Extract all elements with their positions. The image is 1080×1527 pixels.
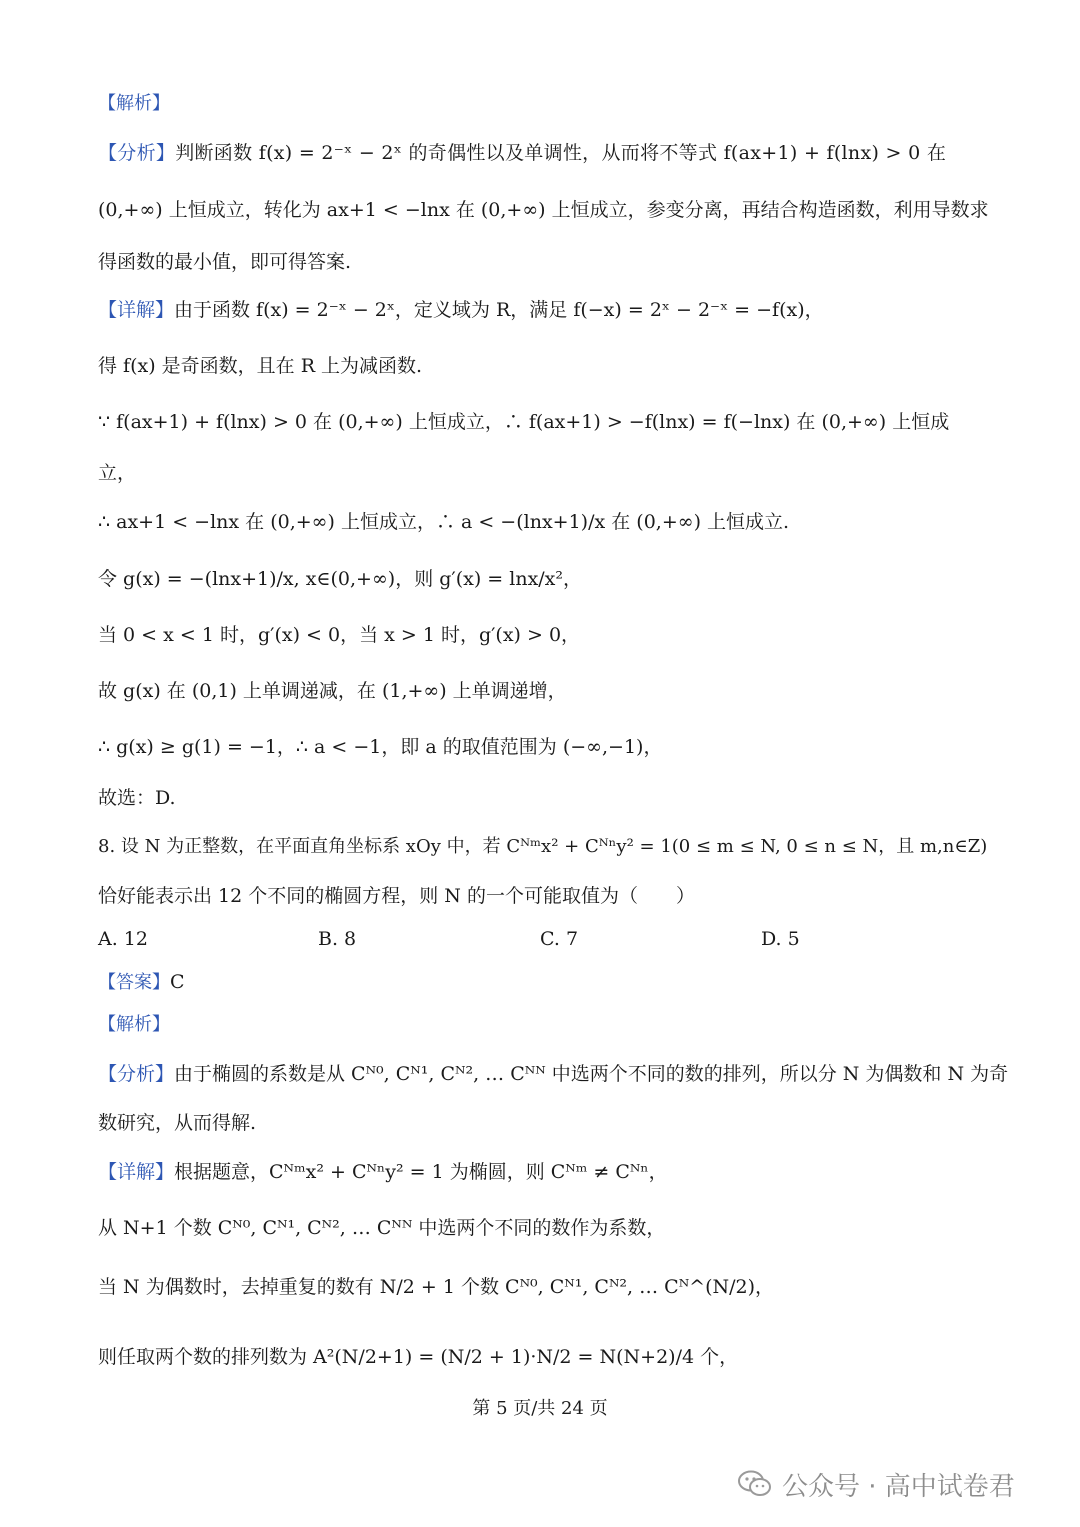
q8-detail-line-3: 当 N 为偶数时，去掉重复的数有 N/2 + 1 个数 Cᴺ⁰, Cᴺ¹, Cᴺ², … Cᴺ^(N/2)， bbox=[98, 1276, 775, 1298]
q8-detail-line-4: 则任取两个数的排列数为 A²(N/2+1) = (N/2 + 1)·N/2 = N(N+2)/4 个， bbox=[98, 1346, 739, 1368]
page-number: 第 5 页/共 24 页 bbox=[472, 1398, 608, 1419]
q7-detail-line-4: 立， bbox=[98, 462, 137, 484]
q7-detail-line-5: ∴ ax+1 < −lnx 在 (0,+∞) 上恒成立，∴ a < −(lnx+1)/x 在 (0,+∞) 上恒成立. bbox=[98, 511, 790, 533]
answer-line bbox=[98, 970, 984, 995]
watermark bbox=[738, 1467, 1015, 1501]
q7-detail-line-8: 故 g(x) 在 (0,1) 上单调递减，在 (1,+∞) 上单调递增， bbox=[98, 680, 567, 702]
q8-detail-line-1 bbox=[98, 1160, 984, 1184]
analysis-tag: 【分析】 bbox=[98, 1063, 175, 1085]
q8-stem-line-1: 8. 设 N 为正整数，在平面直角坐标系 xOy 中，若 Cᴺᵐx² + Cᴺⁿy² = 1(0 ≤ m ≤ N, 0 ≤ n ≤ N，且 m,n∈Z) bbox=[98, 836, 988, 857]
answer-tag: 【答案】 bbox=[98, 972, 170, 993]
q7-analysis-line-3: 得函数的最小值，即可得答案. bbox=[98, 251, 352, 273]
q8-stem-line-2: 恰好能表示出 12 个不同的椭圆方程，则 N 的一个可能取值为（ ） bbox=[98, 885, 695, 907]
analysis-tag: 【分析】 bbox=[98, 142, 176, 164]
analysis-header: 【解析】 bbox=[98, 93, 170, 114]
analysis-text: 由于椭圆的系数是从 Cᴺ⁰, Cᴺ¹, Cᴺ², … Cᴺᴺ 中选两个不同的数的排列，所以分 N 为偶数和 N 为奇 bbox=[174, 1063, 1009, 1085]
q7-detail-line-1 bbox=[98, 298, 984, 322]
detail-text: 根据题意，Cᴺᵐx² + Cᴺⁿy² = 1 为椭圆，则 Cᴺᵐ ≠ Cᴺⁿ， bbox=[174, 1161, 668, 1183]
q7-analysis-line-1 bbox=[98, 141, 984, 165]
q7-detail-line-10: 故选：D. bbox=[98, 787, 176, 809]
q8-options bbox=[98, 928, 918, 952]
q8-analysis-line-2: 数研究，从而得解. bbox=[98, 1112, 257, 1134]
q7-detail-line-3: ∵ f(ax+1) + f(lnx) > 0 在 (0,+∞) 上恒成立，∴ f(ax+1) > −f(lnx) = f(−lnx) 在 (0,+∞) 上恒成 bbox=[98, 411, 950, 433]
analysis-header-2: 【解析】 bbox=[98, 1014, 170, 1035]
wechat-icon bbox=[738, 1470, 772, 1498]
q7-detail-line-9: ∴ g(x) ≥ g(1) = −1，∴ a < −1，即 a 的取值范围为 (−∞,−1)， bbox=[98, 736, 663, 758]
q7-detail-line-7: 当 0 < x < 1 时，g′(x) < 0，当 x > 1 时，g′(x) > 0， bbox=[98, 624, 581, 646]
detail-tag: 【详解】 bbox=[98, 299, 175, 321]
detail-tag: 【详解】 bbox=[98, 1161, 175, 1183]
q7-detail-line-2: 得 f(x) 是奇函数，且在 R 上为减函数. bbox=[98, 355, 423, 377]
q7-detail-line-6: 令 g(x) = −(lnx+1)/x, x∈(0,+∞)，则 g′(x) = lnx/x²， bbox=[98, 568, 583, 590]
watermark-text: 公众号 · 高中试卷君 bbox=[782, 1471, 1015, 1502]
q8-detail-line-2: 从 N+1 个数 Cᴺ⁰, Cᴺ¹, Cᴺ², … Cᴺᴺ 中选两个不同的数作为系数， bbox=[98, 1217, 666, 1239]
q8-analysis-line-1 bbox=[98, 1062, 1009, 1086]
option-d: D. 5 bbox=[761, 928, 800, 950]
option-b: B. 8 bbox=[318, 928, 357, 950]
detail-text: 由于函数 f(x) = 2⁻ˣ − 2ˣ，定义域为 R，满足 f(−x) = 2ˣ − 2⁻ˣ = −f(x)， bbox=[174, 299, 824, 321]
analysis-text: 判断函数 f(x) = 2⁻ˣ − 2ˣ 的奇偶性以及单调性，从而将不等式 f(ax+1) + f(lnx) > 0 在 bbox=[175, 142, 947, 164]
q7-analysis-line-2: (0,+∞) 上恒成立，转化为 ax+1 < −lnx 在 (0,+∞) 上恒成立，参变分离，再结合构造函数，利用导数求 bbox=[98, 199, 989, 221]
option-c: C. 7 bbox=[540, 928, 579, 950]
answer-value: C bbox=[170, 971, 185, 993]
option-a: A. 12 bbox=[98, 928, 148, 950]
